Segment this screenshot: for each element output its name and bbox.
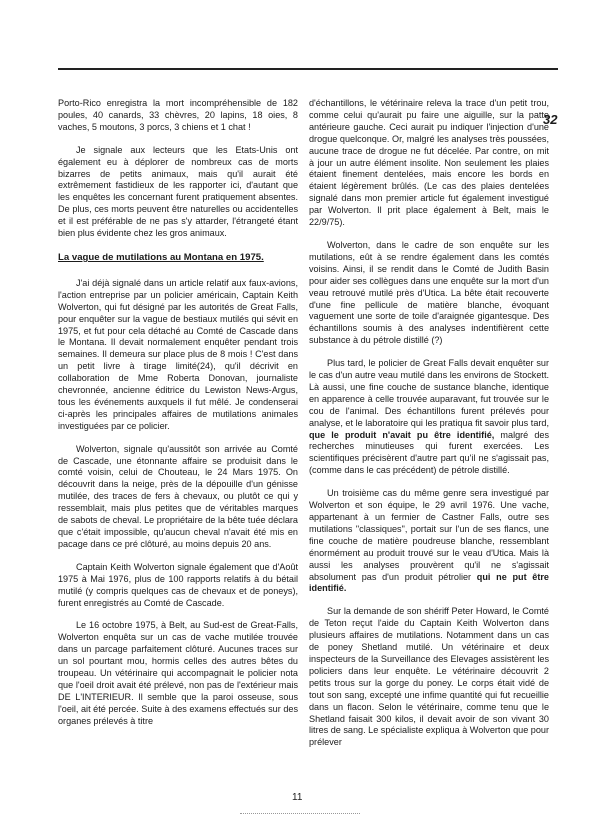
paragraph: Le 16 octobre 1975, à Belt, au Sud-est de Great-Falls, Wolverton enquêta sur un cas de vache mutilée trouvée dans un parcage parfaitement clôturé. Aucunes traces sur un sol pourtant mou, hormis celles des autres bêtes du troupeau. Un vétérinaire qui accompagnait le policier nota que l'oeil droit avait été prélevé, non pas de l'extérieur mais DE L'INTERIEUR. Il semble que la paroi osseuse, sous l'oeil, ait été percée. Suite à des examens effectués sur des organes prélevés à titre [58, 620, 298, 726]
paragraph: Wolverton, signale qu'aussitôt son arrivée au Comté de Cascade, une étonnante affaire se produisit dans le comté voisin, celui de Chouteau, le 24 Mars 1975. On découvrit dans la neige, près de la dépouille d'un génisse mutilée, des traces de fers à chevaux, ou plutôt ce qui y ressemblait, mais plus petites que de véritables marques de sabots de cheval. Le propriétaire de la bête tuée déclara que c'était impossible, qu'aucun cheval n'avait été mis en pacage dans ce pré clôturé, au moins depuis 20 ans. [58, 443, 298, 549]
left-column [58, 98, 298, 739]
paragraph: Sur la demande de son shériff Peter Howard, le Comté de Teton reçut l'aide du Captain Keith Wolverton dans plusieurs affaires de mutilations. Notamment dans un cas de poney Shetland mutilé. Un vétérinaire et deux inspecteurs de la Surveillance des Elevages assistèrent les policiers dans leur enquête. Le vétérinaire découvrit 2 petits trous sur la gorge du poney. Le corps était vidé de tout son sang, excepté une infime quantité qui fut recueillie dans un flacon. Selon le vétérinaire, comme tenu que le Shetland faisait 300 kilos, il devait avoir de son vivant 30 litres de sang. Le spécialiste expliqua à Wolverton que pour prélever [309, 606, 549, 748]
paragraph-text: malgré des recherches minutieuses qui furent exercées. Les scientifiques précisèrent d'autre part qu'il ne s'agissait pas, (comme dans le cas précédent) de pétrole distillé. [309, 429, 549, 476]
right-column [309, 98, 549, 760]
paragraph [309, 358, 549, 477]
paragraph: d'échantillons, le vétérinaire releva la trace d'un petit trou, comme celui qu'aurait pu faire une aiguille, sur la patte antérieure gauche. Ceci aurait pu indiquer l'injection d'une drogue quelconque. Or, malgré les analyses très poussées, aucune trace de drogue ne fut décelée. Par contre, on mit à jour un autre élément insolite. Non seulement les plaies étaient finement dentelées, mais encore les bords en étaient légèrement brûlés. (Le cas des plaies dentelées signalé dans mon premier article fut également investigué par Wolverton. Il prit place également à Belt, mais le 22/9/75). [309, 98, 549, 228]
paragraph [309, 488, 549, 595]
paragraph-text: Un troisième cas du même genre sera investigué par Wolverton et son équipe, le 29 avril 1976. Une vache, appartenant à un fermier de Castner Falls, outre ses mutilations "classiques", portait sur l'un de ses flancs, une fine couche de matière poudreuse blanche, ressemblant énormément au produit trouvé sur le veau d'Utica. Mais là aussi les analyses prouvèrent qu'il ne s'agissait absolument pas d'un produit pétrolier [309, 488, 549, 582]
paragraph: Wolverton, dans le cadre de son enquête sur les mutilations, eût à se rendre également dans les comtés voisins. Ainsi, il se rendit dans le Comté de Judith Basin pour aider ses collègues dans une enquête sur la mort d'un veau retrouvé mutilé près d'Utica. La bête était recouverte d'une fine pellicule de matière blanche, évoquant vaguement une sorte de toile d'araignée gigantesque. Des échantillons soumis à des analyses indentifièrent cette substance à du pétrole distillé (?) [309, 239, 549, 346]
paragraph: J'ai déjà signalé dans un article relatif aux faux-avions, l'action entreprise par un policier américain, Captain Keith Wolverton, qui fut désigné par les autorités de Great Falls, pour enquêter sur la vague de bestiaux mutilés qui sévit en 1975, et fut pour cela détaché au Comté de Cascade dans le Montana. Il devait normalement enquêter pendant trois semaines. Il demeura sur place plus de 8 mois ! C'est dans un petit livre à tirage limité(24), qu'il décrivit en collaboration de Mme Roberta Donovan, journaliste chevronnée, ancienne éditrice du Lewiston News-Argus, tous les événements auxquels il fut mêlé. Je condenserai ci-après les principales affaires de mutilations animales investiguées par ce policier. [58, 277, 298, 431]
section-heading: La vague de mutilations au Montana en 1975. [58, 251, 264, 263]
top-rule [58, 68, 558, 70]
paragraph-text: Plus tard, le policier de Great Falls devait enquêter sur le cas d'un autre veau mutilé dans les environs de Stockett. Là aussi, une fine couche de sustance blanche, identique en apparence à celle trouvée auparavant, fut trouvée sur le cou de l'animal. Des échantillons furent prélevés pour analyse, et le laboratoire qui les pratiqua fit savoir plus tard, [309, 358, 549, 428]
bottom-dotted-line [240, 813, 360, 814]
emphasis-text: que le produit n'avait pu être identifié, [309, 429, 495, 440]
paragraph: Captain Keith Wolverton signale également que d'Août 1975 à Mai 1976, plus de 100 rapports relatifs à du bétail mutilé (y compris quelques cas de chevaux et de poneys), furent enregistrés au Comté de Cascade. [58, 561, 298, 608]
corner-page-mark: 32 [543, 112, 558, 127]
page-number: 11 [292, 792, 303, 803]
paragraph: Porto-Rico enregistra la mort incompréhensible de 182 poules, 40 canards, 33 chèvres, 20 lapins, 18 oies, 8 vaches, 5 moutons, 3 porcs, 3 chiens et 1 chat ! [58, 98, 298, 132]
emphasis-text: qui ne put être identifié. [309, 571, 549, 594]
paragraph: Je signale aux lecteurs que les Etats-Unis ont également eu à déplorer de nombreux cas de morts bizarres de petits animaux, mais qu'il aurait été extrêmement fastidieux de les rapporter ici, d'autant que les enquêtes les concernant furent pratiquement absentes. De plus, ces morts peuvent être naturelles ou accidentelles et il est préférable de ne pas s'y attarder, l'étrangeté étant bien plus évidente chez les gros animaux. [58, 144, 298, 239]
